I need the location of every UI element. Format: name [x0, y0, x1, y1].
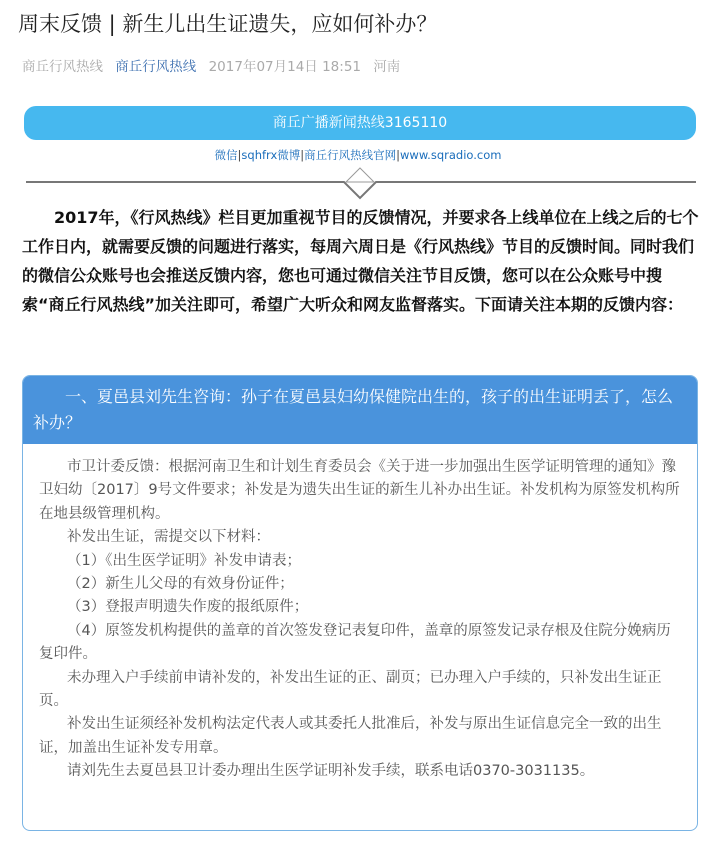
hotline-banner: 商丘广播新闻热线3165110: [24, 106, 696, 140]
wechat-link[interactable]: 微信: [214, 148, 238, 162]
publish-location: 河南: [373, 59, 401, 75]
official-site-link[interactable]: 商丘行风热线官网: [304, 148, 397, 162]
feedback-card: [22, 375, 698, 831]
answer-paragraph: 未办理入户手续前申请补发的，补发出生证的正、副页；已办理入户手续的，只补发出生证正页。: [39, 669, 662, 710]
website-link[interactable]: www.sqradio.com: [400, 148, 502, 162]
notch-divider: [26, 164, 696, 200]
material-item: （3）登报声明遗失作废的报纸原件；: [67, 599, 309, 616]
intro-paragraph: 2017年，《行风热线》栏目更加重视节目的反馈情况，并要求各上线单位在上线之后的七个工作日内，就需要反馈的问题进行落实，每周六周日是《行风热线》节目的反馈时间。同时我们的微信公众账号也会推送反馈内容，您也可通过微信关注节目反馈，您可以在公众账号中搜索“商丘行风热线”加关注即可，希望广大听众和网友监督落实。下面请关注本期的反馈内容：: [22, 208, 699, 314]
answer-paragraph: 补发出生证须经补发机构法定代表人或其委托人批准后，补发与原出生证信息完全一致的出生证，加盖出生证补发专用章。: [39, 716, 662, 756]
publish-date: 2017年07月14日 18:51: [208, 59, 362, 75]
source-name: 商丘行风热线: [22, 59, 103, 75]
answer-paragraph: 市卫计委反馈：根据河南卫生和计划生育委员会《关于进一步加强出生医学证明管理的通知》豫卫妇幼〔2017〕9号文件要求；补发是为遗失出生证的新生儿补办出生证。补发机构为原签发机构所在地县级管理机构。: [39, 459, 680, 522]
answer-paragraph: 补发出生证，需提交以下材料：: [67, 529, 270, 546]
article-title: 周末反馈 | 新生儿出生证遗失，应如何补办？: [18, 12, 438, 36]
material-item: （1）《出生医学证明》补发申请表；: [67, 552, 301, 569]
account-link[interactable]: 商丘行风热线: [115, 59, 197, 75]
answer-body: [23, 444, 697, 784]
article-meta: [22, 55, 400, 75]
banner-links: 微信|sqhfrx微博|商丘行风热线官网|www.sqradio.com: [214, 148, 502, 162]
material-item: （2）新生儿父母的有效身份证件；: [67, 576, 294, 593]
contact-paragraph: 请刘先生去夏邑县卫计委办理出生医学证明补发手续，联系电话0370-3031135。: [67, 763, 595, 780]
material-item: （4）原签发机构提供的盖章的首次签发登记表复印件，盖章的原签发记录存根及住院分娩病历复印件。: [39, 622, 671, 663]
question-heading: 一、夏邑县刘先生咨询：孙子在夏邑县妇幼保健院出生的，孩子的出生证明丢了，怎么补办？: [23, 376, 697, 444]
weibo-link[interactable]: sqhfrx微博: [241, 148, 301, 162]
